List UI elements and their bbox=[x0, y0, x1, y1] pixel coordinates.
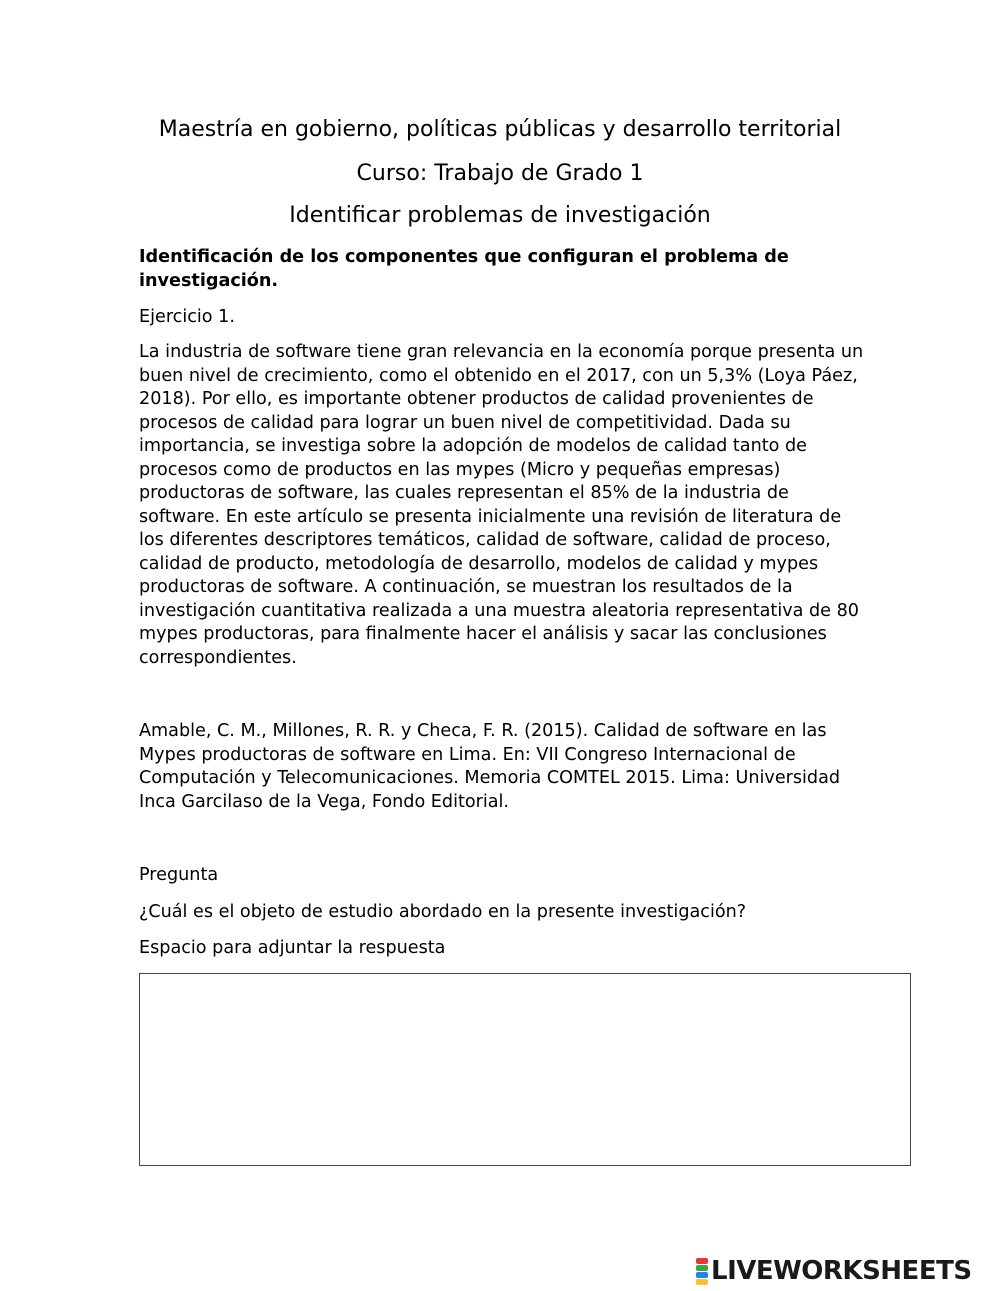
course-title: Curso: Trabajo de Grado 1 bbox=[356, 161, 644, 186]
liveworksheets-logo bbox=[696, 1256, 972, 1286]
program-title: Maestría en gobierno, políticas públicas y desarrollo territorial bbox=[158, 117, 842, 142]
section-title: Identificación de los componentes que configuran el problema de investigación. bbox=[139, 247, 789, 291]
bibliographic-reference: Amable, C. M., Millones, R. R. y Checa, F. R. (2015). Calidad de software en las Mypes productoras de software en Lima. En: VII Congreso Internacional de Computación y Telecomunicaciones. Memoria COMTEL 2015. Lima: Universidad Inca Garcilaso de la Vega, Fondo Editorial. bbox=[139, 721, 841, 812]
question-label: Pregunta bbox=[139, 865, 219, 885]
exercise-label: Ejercicio 1. bbox=[139, 307, 235, 327]
answer-prompt: Espacio para adjuntar la respuesta bbox=[139, 938, 446, 958]
answer-input-box[interactable] bbox=[139, 973, 911, 1166]
worksheet-title: Identificar problemas de investigación bbox=[289, 203, 711, 228]
question-text: ¿Cuál es el objeto de estudio abordado en la presente investigación? bbox=[139, 902, 747, 922]
exercise-paragraph: La industria de software tiene gran relevancia en la economía porque presenta un buen nivel de crecimiento, como el obtenido en el 2017, con un 5,3% (Loya Páez, 2018). Por ello, es importante obtener productos de calidad provenientes de procesos de calidad para lograr un buen nivel de competitividad. Dada su importancia, se investiga sobre la adopción de modelos de calidad tanto de procesos como de productos en las mypes (Micro y pequeñas empresas) productoras de software, las cuales representan el 85% de la industria de software. En este artículo se presenta inicialmente una revisión de literatura de los diferentes descriptores temáticos, calidad de software, calidad de proceso, calidad de producto, metodología de desarrollo, modelos de calidad y mypes productoras de software. A continuación, se muestran los resultados de la investigación cuantitativa realizada a una muestra aleatoria representativa de 80 mypes productoras, para finalmente hacer el análisis y sacar las conclusiones correspondientes. bbox=[139, 342, 864, 668]
liveworksheets-icon bbox=[696, 1257, 708, 1285]
liveworksheets-wordmark: LIVEWORKSHEETS bbox=[711, 1256, 972, 1286]
